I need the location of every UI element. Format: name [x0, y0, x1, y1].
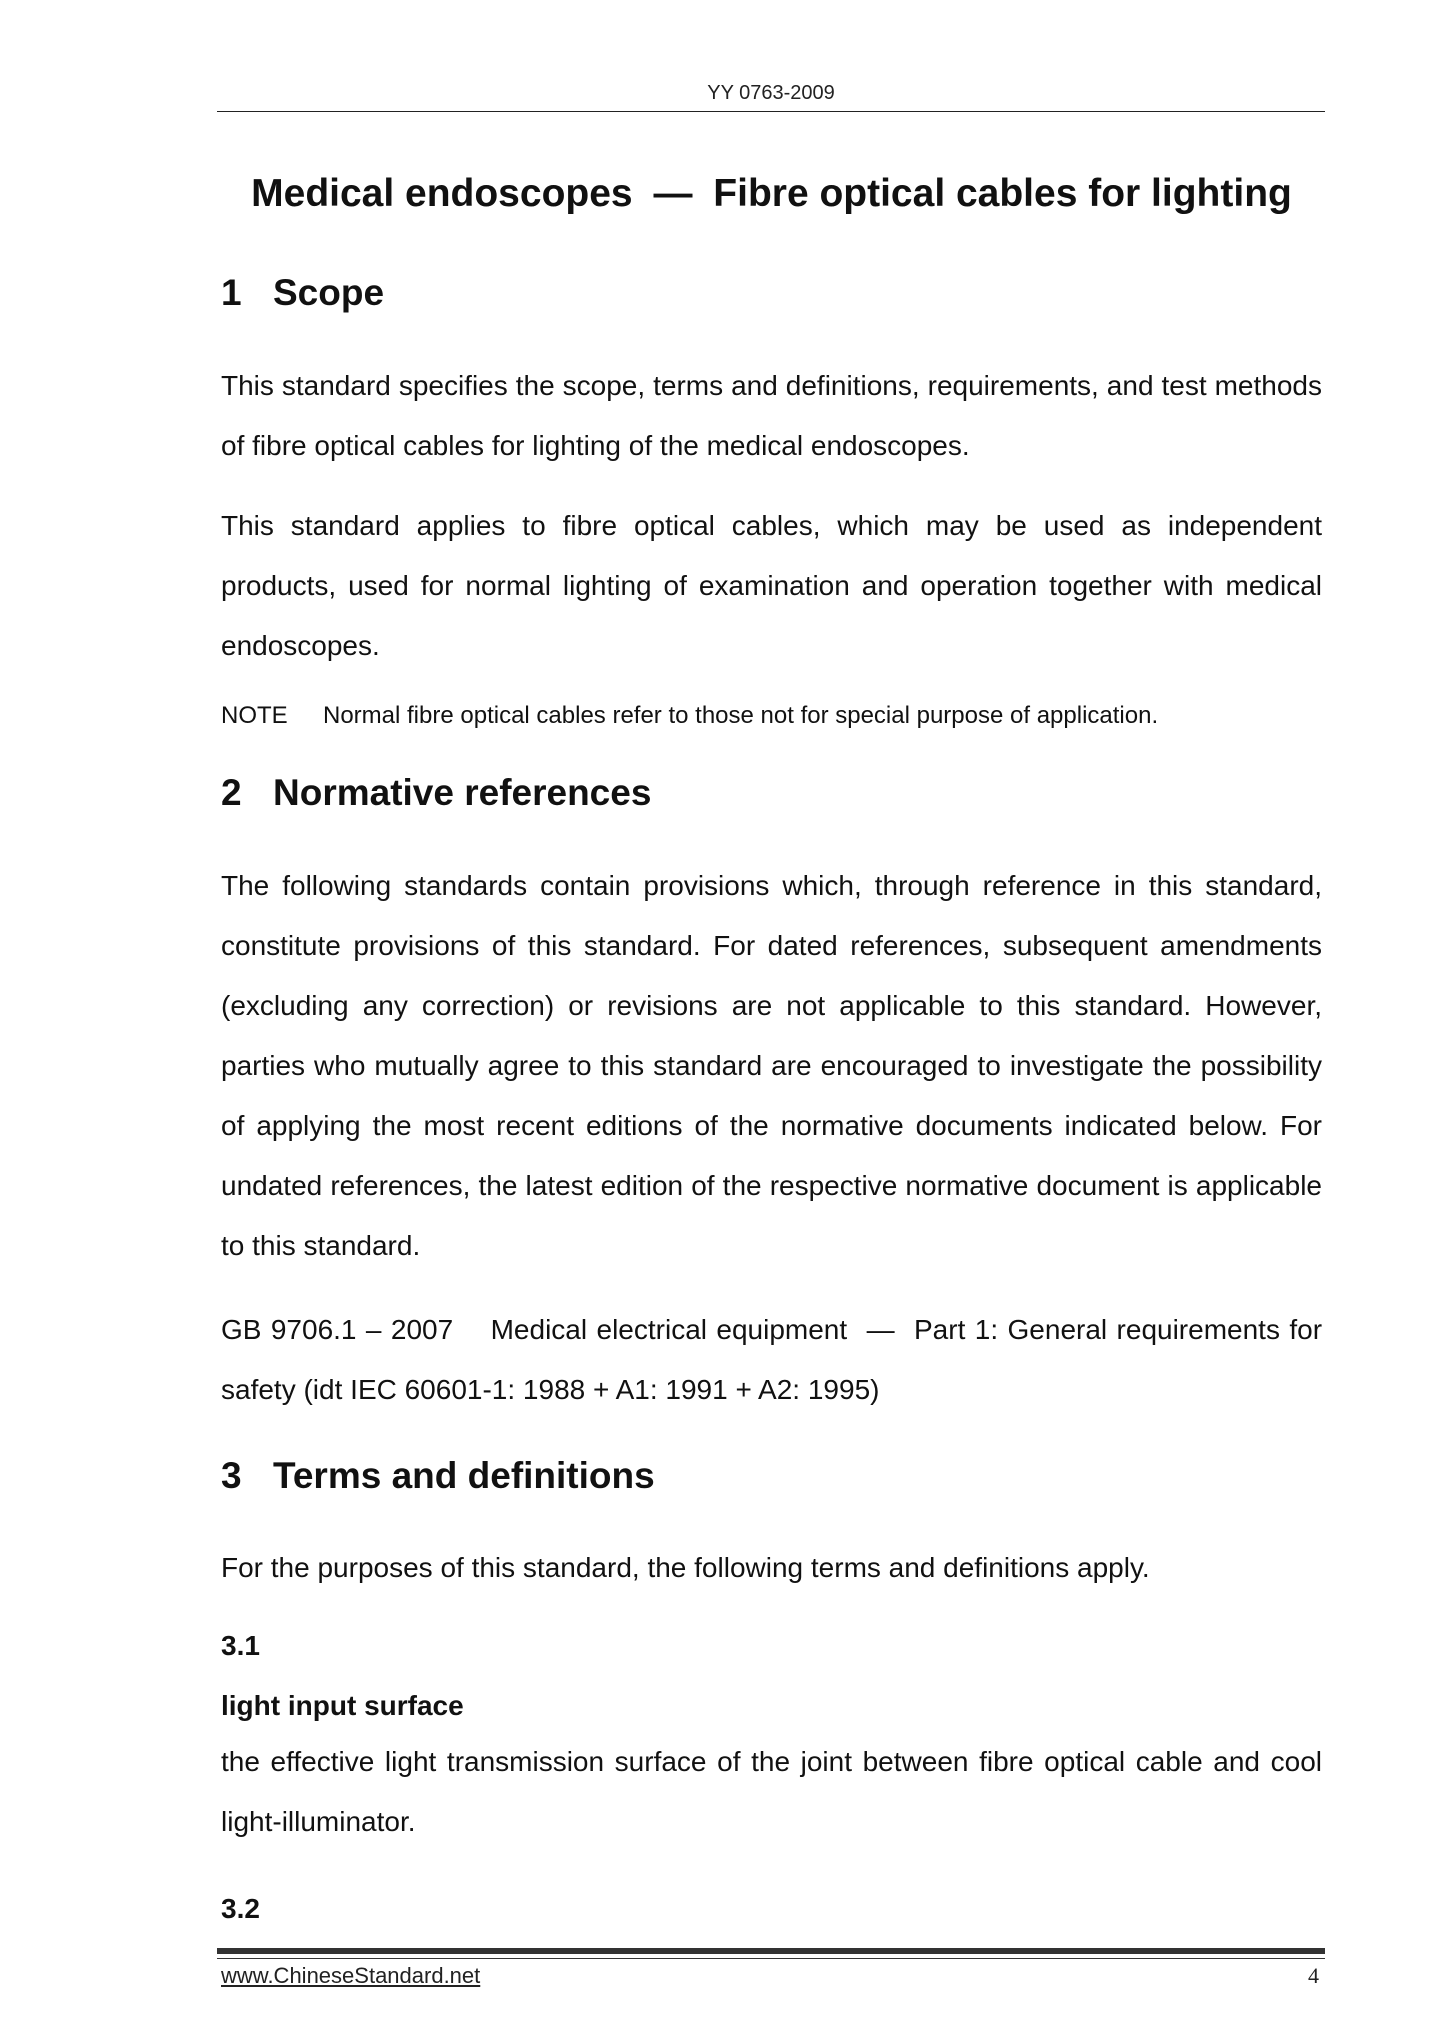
title-right: Fibre optical cables for lighting	[713, 172, 1292, 215]
scope-paragraph-1: This standard specifies the scope, terms and definitions, requirements, and test methods of fibre optical cables for lighting of the medical endoscopes.	[221, 370, 1322, 461]
reference-dash: —	[866, 1314, 895, 1345]
term-3-1-definition: the effective light transmission surface of the joint between fibre optical cable and cool light-illuminator.	[221, 1746, 1322, 1837]
page-number: 4	[1308, 1963, 1319, 1988]
reference-title-b: Part 1: General requirements for safety (idt IEC 60601-1: 1988 + A1: 1991 + A2: 1995)	[221, 1314, 1323, 1405]
term-3-2-number: 3.2	[221, 1893, 260, 1924]
section-1-heading	[221, 272, 384, 314]
term-3-1-number: 3.1	[221, 1630, 260, 1661]
footer-rule-thick	[217, 1948, 1325, 1954]
scope-paragraph-2: This standard applies to fibre optical cables, which may be used as independent products, used for normal lighting of examination and operation together with medical endoscopes.	[221, 510, 1322, 661]
terms-intro-paragraph: For the purposes of this standard, the following terms and definitions apply.	[221, 1552, 1150, 1583]
title-left: Medical endoscopes	[251, 172, 633, 215]
section-3-heading	[221, 1455, 655, 1497]
section-2-number: 2	[221, 772, 242, 813]
scope-note	[221, 702, 1322, 730]
reference-title-a: Medical electrical equipment	[490, 1314, 848, 1345]
document-title	[221, 172, 1322, 216]
section-2-title: Normative references	[273, 772, 652, 813]
standard-code-header: YY 0763-2009	[707, 82, 835, 104]
term-3-1-name: light input surface	[221, 1690, 464, 1721]
footer-website-link[interactable]: www.ChineseStandard.net	[221, 1963, 481, 1988]
reference-code: GB 9706.1 – 2007	[221, 1314, 454, 1345]
normative-references-paragraph: The following standards contain provisions which, through reference in this standard, constitute provisions of this standard. For dated references, subsequent amendments (excluding any correction) or revisions are not applicable to this standard. However, parties who mutually agree to this standard are encouraged to investigate the possibility of applying the most recent editions of the normative documents indicated below. For undated references, the latest edition of the respective normative document is applicable to this standard.	[221, 870, 1322, 1261]
section-1-title: Scope	[273, 272, 385, 313]
header-rule	[217, 111, 1325, 112]
note-label: NOTE	[221, 702, 288, 729]
section-3-number: 3	[221, 1455, 242, 1496]
section-1-number: 1	[221, 272, 242, 313]
note-text: Normal fibre optical cables refer to those not for special purpose of application.	[323, 702, 1159, 729]
title-dash: —	[653, 172, 693, 215]
normative-reference-entry	[221, 1300, 1322, 1420]
footer-rule-thin	[217, 1958, 1325, 1959]
section-3-title: Terms and definitions	[273, 1455, 655, 1496]
section-2-heading	[221, 772, 651, 814]
